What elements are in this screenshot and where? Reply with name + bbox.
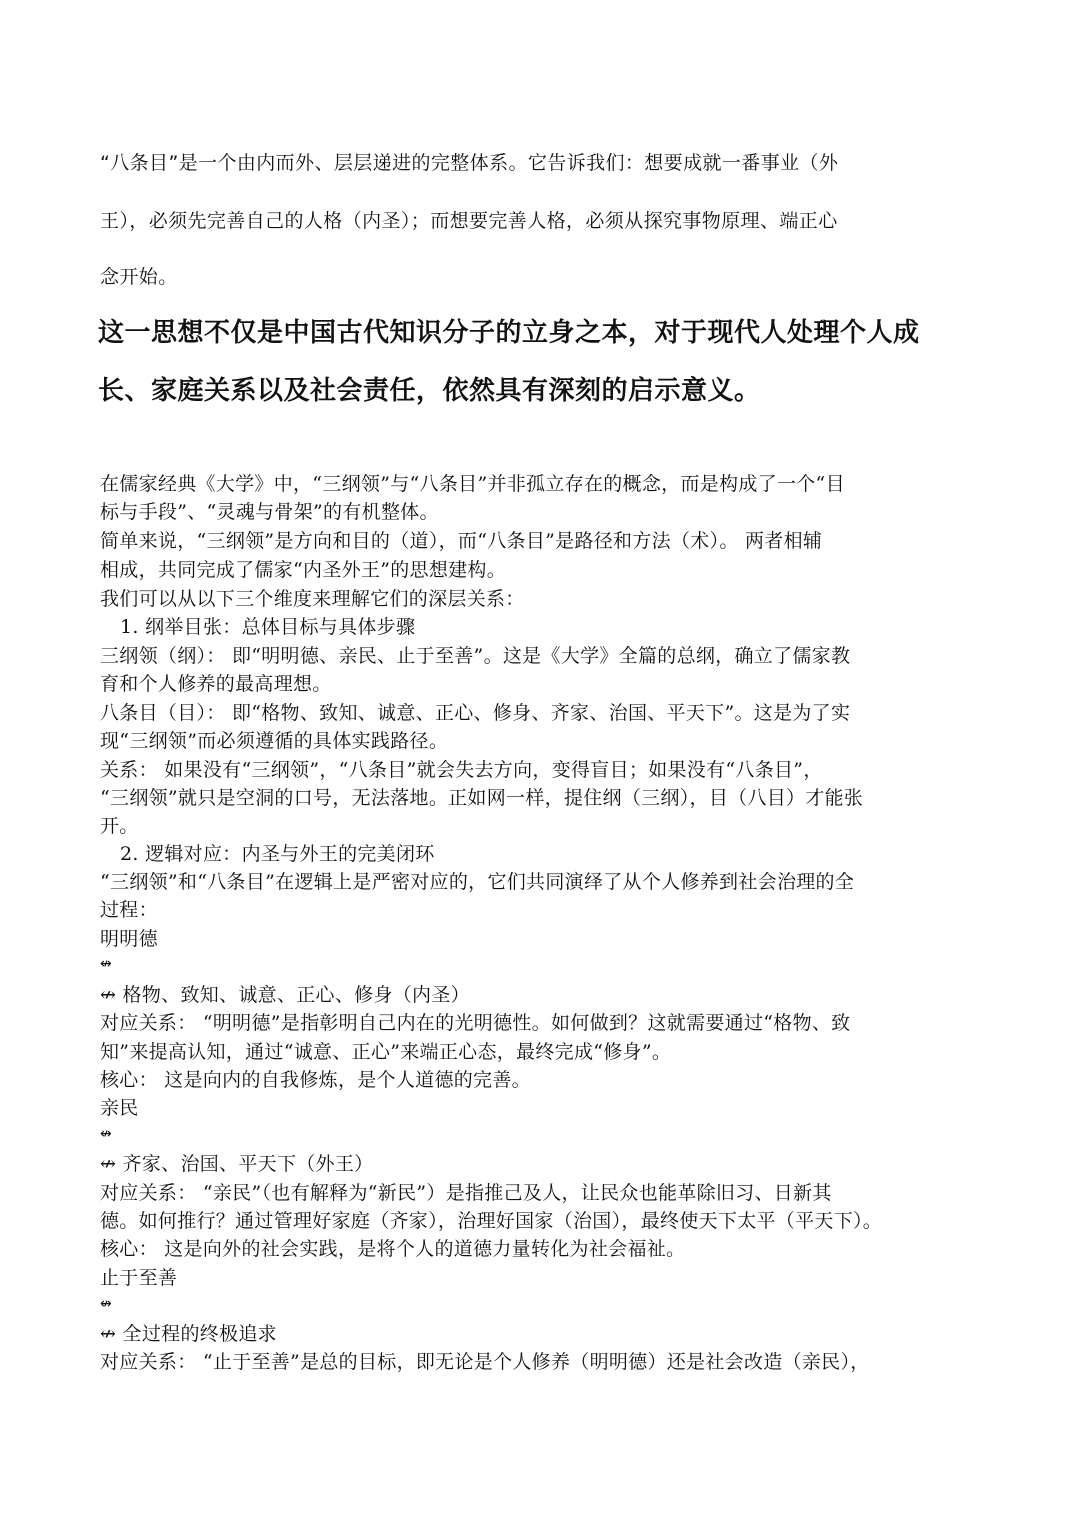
body-line: 我们可以从以下三个维度来理解它们的深层关系： [100, 588, 525, 610]
body-line: 关系： 如果没有“三纲领”，“八条目”就会失去方向，变得盲目；如果没有“八条目”， [100, 759, 823, 781]
lead-line-1: 这一思想不仅是中国古代知识分子的立身之本，对于现代人处理个人成 [98, 318, 920, 348]
body-line: 德。如何推行？通过管理好家庭（齐家），治理好国家（治国），最终使天下太平（平天下）。 [100, 1210, 883, 1232]
intro-line-1: “八条目”是一个由内而外、层层递进的完整体系。它告诉我们：想要成就一番事业（外 [100, 152, 839, 174]
mapping-term: 亲民 [100, 1097, 139, 1119]
arrow-marker: ↮ [100, 956, 112, 972]
body-line: 标与手段”、“灵魂与骨架”的有机整体。 [100, 501, 439, 523]
mapping-item: ↮ 格物、致知、诚意、正心、修身（内圣） [100, 984, 470, 1006]
lead-line-2: 长、家庭关系以及社会责任，依然具有深刻的启示意义。 [98, 376, 761, 406]
body-line: “三纲领”就只是空洞的口号，无法落地。正如网一样，提住纲（三纲），目（八目）才能张 [100, 787, 864, 809]
body-line: 育和个人修养的最高理想。 [100, 673, 332, 695]
body-line: 知”来提高认知，通过“诚意、正心”来端正心态，最终完成“修身”。 [100, 1041, 672, 1063]
body-line: 对应关系： “明明德”是指彰明自己内在的光明德性。如何做到？这就需要通过“格物、致 [100, 1012, 851, 1034]
mapping-term: 止于至善 [100, 1267, 178, 1289]
list-heading-2: 2. 逻辑对应：内圣与外王的完美闭环 [120, 843, 435, 865]
body-line: 三纲领（纲）： 即“明明德、亲民、止于至善”。这是《大学》全篇的总纲，确立了儒家教 [100, 645, 851, 667]
body-line: 相成，共同完成了儒家“内圣外王”的思想建构。 [100, 559, 507, 581]
mapping-item: ↮ 全过程的终极追求 [100, 1323, 277, 1345]
arrow-marker: ↮ [100, 1296, 112, 1312]
body-line: 对应关系： “亲民”（也有解释为“新民”）是指推己及人，让民众也能革除旧习、日新其 [100, 1182, 832, 1204]
arrow-marker: ↮ [100, 1126, 112, 1142]
body-line: 在儒家经典《大学》中，“三纲领”与“八条目”并非孤立存在的概念，而是构成了一个“目 [100, 473, 845, 495]
body-line: 对应关系： “止于至善”是总的目标，即无论是个人修养（明明德）还是社会改造（亲民）， [100, 1351, 870, 1373]
body-line: 开。 [100, 815, 139, 837]
body-line: 八条目（目）： 即“格物、致知、诚意、正心、修身、齐家、治国、平天下”。这是为了实 [100, 702, 851, 724]
body-line: “三纲领”和“八条目”在逻辑上是严密对应的，它们共同演绎了从个人修养到社会治理的全 [100, 871, 855, 893]
intro-line-3: 念开始。 [100, 266, 178, 288]
mapping-term: 明明德 [100, 928, 158, 950]
list-heading-1: 1. 纲举目张：总体目标与具体步骤 [120, 616, 416, 638]
body-line: 核心： 这是向外的社会实践，是将个人的道德力量转化为社会福祉。 [100, 1238, 686, 1260]
intro-line-2: 王），必须先完善自己的人格（内圣）；而想要完善人格，必须从探究事物原理、端正心 [100, 210, 838, 232]
body-line: 现“三纲领”而必须遵循的具体实践路径。 [100, 730, 449, 752]
body-line: 过程： [100, 899, 158, 921]
body-line: 核心： 这是向内的自我修炼，是个人道德的完善。 [100, 1069, 531, 1091]
body-line: 简单来说，“三纲领”是方向和目的（道），而“八条目”是路径和方法（术）。 两者相辅 [100, 530, 823, 552]
mapping-item: ↮ 齐家、治国、平天下（外王） [100, 1153, 374, 1175]
